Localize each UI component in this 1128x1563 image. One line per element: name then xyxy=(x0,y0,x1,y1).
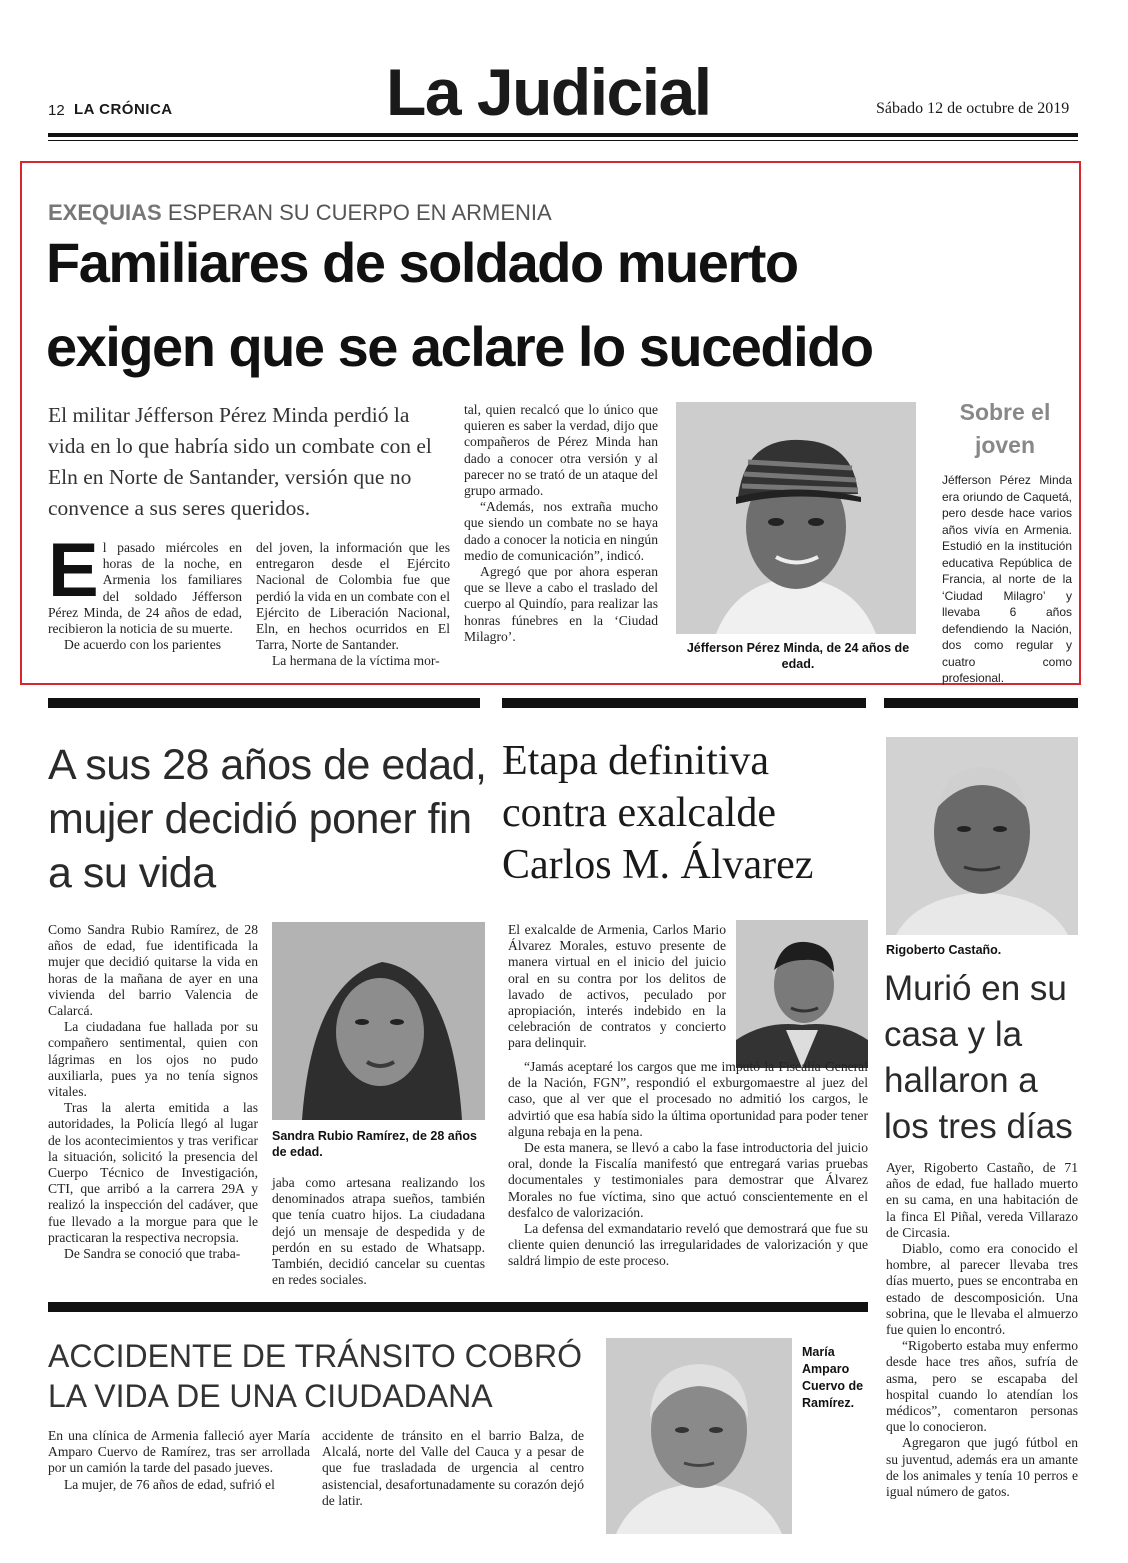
alvarez-p1: El exalcalde de Armenia, Carlos Mario Álvarez Morales, estuvo presente de manera virtual en el inicio del juicio oral en su contra por los delitos de lavado de activos, peculado por apropiación, interés indebido en la celebración de contratos y concierto para delinquir. xyxy=(508,922,726,1051)
rigoberto-photo xyxy=(886,737,1078,935)
lead-col2-p2: La hermana de la víctima mor- xyxy=(272,653,440,669)
kicker-strong: EXEQUIAS xyxy=(48,200,162,225)
sandra-column-1 xyxy=(48,922,258,1262)
page-number: 12 xyxy=(48,102,65,119)
maria-photo-caption: María Amparo Cuervo de Ramírez. xyxy=(802,1345,864,1410)
sidebar-text: Jéfferson Pérez Minda era oriundo de Caquetá, pero desde hace varios años vivía en Armenia. Estudió en la institución educativa República de Francia, al norte de la ‘Ciudad Milagro’ y llevaba 6 años defendiendo la Nación, dos como regular y cuatro como profesional. xyxy=(942,473,1072,685)
lead-kicker xyxy=(48,200,552,226)
rigoberto-photo-caption: Rigoberto Castaño. xyxy=(886,943,1002,957)
alvarez-photo xyxy=(736,920,868,1068)
soldier-photo-caption: Jéfferson Pérez Minda, de 24 años de edad. xyxy=(686,641,910,671)
lead-col1-p1: l pasado miércoles en horas de la noche, en Armenia los familiares del soldado Jéfferson Pérez Minda, de 24 años de edad, recibieron la noticia de su muerte. xyxy=(48,540,242,637)
sandra-col1-p4: De Sandra se conoció que traba- xyxy=(64,1246,241,1262)
rigoberto-body xyxy=(886,1160,1078,1500)
sandra-col1-p2: La ciudadana fue hallada por su compañero sentimental, quien con lágrimas en los ojos no pudo auxiliarla, pues ya no tenía signos vitales. xyxy=(48,1019,258,1100)
accidente-col2-p1: accidente de tránsito en el barrio Balza, de Alcalá, norte del Valle del Cauca y a pesar de que fue trasladada de urgencia al centro asistencial, desafortunadamente su corazón dejó de latir. xyxy=(322,1428,584,1508)
soldier-photo xyxy=(676,402,916,634)
alvarez-body xyxy=(508,1059,868,1270)
section-bar-rigoberto xyxy=(884,698,1078,708)
lead-col3-p1: tal, quien recalcó que lo único que quieren es saber la verdad, dijo que compañeros de Pérez Minda han dado a conocer otra versión y al parecer no se trató de un ataque del grupo armado. xyxy=(464,402,658,499)
rigoberto-headline: Murió en su casa y la hallaron a los tres días xyxy=(884,969,1073,1146)
sandra-column-2 xyxy=(272,1175,485,1288)
rigoberto-p2: Diablo, como era conocido el hombre, al parecer llevaba tres días muerto, pues se encontraba en estado de descomposición. Una sobrina, que le llevaba el almuerzo fue quien lo encontró. xyxy=(886,1241,1078,1338)
lead-col3-p2: “Además, nos extraña mucho que siendo un combate no se haya dado a conocer la noticia en ningún medio de comunicación”, indicó. xyxy=(464,499,658,563)
section-bar-alvarez xyxy=(502,698,866,708)
lead-col1-p2: De acuerdo con los parientes xyxy=(64,637,222,653)
lead-headline-line1: Familiares de soldado muerto xyxy=(46,231,798,294)
accidente-column-2 xyxy=(322,1428,584,1509)
rigoberto-p1: Ayer, Rigoberto Castaño, de 71 años de edad, fue hallado muerto en su cama, en una habitación de la finca El Piñal, vereda Villarazo de Circasia. xyxy=(886,1160,1078,1240)
section-bar-sandra xyxy=(48,698,480,708)
accidente-column-1 xyxy=(48,1428,310,1493)
lead-deck: El militar Jéfferson Pérez Minda perdió la vida en lo que habría sido un combate con el Eln en Norte de Santander, versión que no convence a sus seres queridos. xyxy=(48,403,432,520)
kicker-rest: ESPERAN SU CUERPO EN ARMENIA xyxy=(167,200,552,225)
accidente-col1-p2: La mujer, de 76 años de edad, sufrió el xyxy=(64,1476,275,1492)
accidente-headline: ACCIDENTE DE TRÁNSITO COBRÓ LA VIDA DE UNA CIUDADANA xyxy=(48,1338,582,1414)
rigoberto-p4: Agregaron que jugó fútbol en su juventud, además era un amante de los animales y tenía 10 perros e igual número de gatos. xyxy=(886,1435,1078,1500)
rigoberto-p3: “Rigoberto estaba muy enfermo desde hace tres años, sufría de asma, pero se escapaba del hospital cuando lo atendían los médicos”, comentaron personas que lo conocieron. xyxy=(886,1338,1078,1435)
section-bar-accidente xyxy=(48,1302,868,1312)
lead-column-1 xyxy=(48,528,242,653)
sandra-col1-p1: Como Sandra Rubio Ramírez, de 28 años de edad, fue identificada la mujer que decidió quitarse la vida en horas de la mañana de ayer en una vivienda del barrio Valencia de Calarcá. xyxy=(48,922,258,1019)
sandra-col2-p1: jaba como artesana realizando los denominados atrapa sueños, también que tenía cuatro hijos. La ciudadana dejó un mensaje de despedida y de perdón en su estado de Whatsapp. También, decidió cancelar su cuentas en redes sociales. xyxy=(272,1175,485,1288)
masthead-rule xyxy=(48,133,1078,137)
lead-column-2 xyxy=(256,540,450,670)
sandra-photo-caption: Sandra Rubio Ramírez, de 28 años de edad. xyxy=(272,1129,477,1159)
sandra-headline: A sus 28 años de edad, mujer decidió poner fin a su vida xyxy=(48,741,487,897)
alvarez-p4: La defensa del exmandatario reveló que demostrará que fue su cliente quien denunció las irregularidades de valorización y que saldrá limpio de este proceso. xyxy=(508,1221,868,1269)
sandra-photo xyxy=(272,922,485,1120)
alvarez-headline: Etapa definitiva contra exalcalde Carlos M. Álvarez xyxy=(502,738,814,888)
lead-headline-line2: exigen que se aclare lo sucedido xyxy=(46,315,873,378)
alvarez-p3: De esta manera, se llevó a cabo la fase introductoria del juicio oral, donde la Fiscalía manifestó que entregará varias pruebas documentales y testimoniales para demostrar que Álvarez Morales no fue víctima, sino que actuó conscientemente en el desfalco de valorización. xyxy=(508,1140,868,1220)
section-title: La Judicial xyxy=(386,55,711,129)
maria-photo xyxy=(606,1338,792,1534)
accidente-col1-p1: En una clínica de Armenia falleció ayer María Amparo Cuervo de Ramírez, tras ser arrollada por un camión la tarde del pasado jueves. xyxy=(48,1428,310,1476)
brand-name: LA CRÓNICA xyxy=(74,101,173,118)
drop-cap: E xyxy=(48,528,99,613)
issue-date: Sábado 12 de octubre de 2019 xyxy=(876,100,1070,117)
masthead-rule-thin xyxy=(48,140,1078,141)
alvarez-body-top xyxy=(508,922,726,1052)
alvarez-p2: “Jamás aceptaré los cargos que me imputó la Fiscalía General de la Nación, FGN”, respondió el exburgomaestre al juez del caso, que al ver que el procesado no admitió los cargos, le advirtió que esa había sido la última oportunidad para poder tener alguna rebaja en la pena. xyxy=(508,1059,868,1139)
sidebar-title: Sobre el joven xyxy=(959,399,1051,458)
lead-col3-p3: Agregó que por ahora esperan que se lleve a cabo el traslado del cuerpo al Quindío, para realizar las honras fúnebres en la ‘Ciudad Milagro’. xyxy=(464,564,658,644)
lead-column-3 xyxy=(464,402,658,645)
sandra-col1-p3: Tras la alerta emitida a las autoridades, la Policía llegó al lugar de los acontecimientos y tras verificar la situación, solicitó la presencia del Cuerpo Técnico de Investigación, CTI, que arribó a la carrera 29A y realizó la inspección del cadáver, que fue llevado a la morgue para que le practicaran la respectiva necropsia. xyxy=(48,1100,258,1245)
lead-col2-p1: del joven, la información que les entregaron desde el Ejército Nacional de Colombia fue que perdió la vida en un combate con el Ejército de Liberación Nacional, Eln, en hechos ocurridos en El Tarra, Norte de Santander. xyxy=(256,540,450,653)
